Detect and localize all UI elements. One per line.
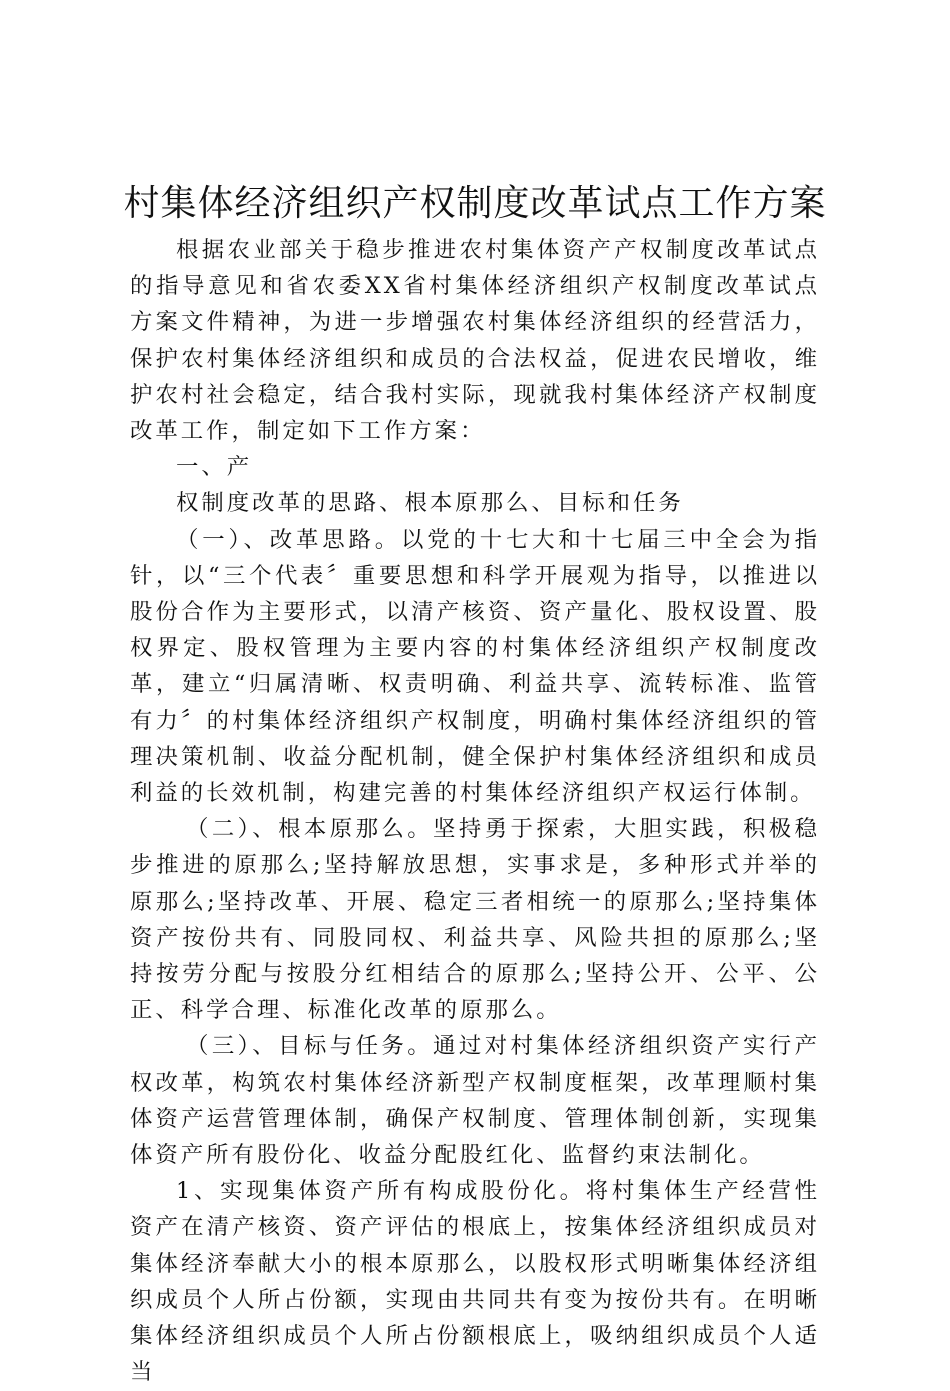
paragraph-reform-approach: （一）、改革思路。以党的十七大和十七届三中全会为指针，以“三个代表〞重要思想和科学开展观为指导，以推进以股份合作为主要形式，以清产核资、资产量化、股权设置、股权界定、股权管理为主要内容的村集体经济组织产权制度改革，建立“归属清晰、权责明确、利益共享、流转标准、监管有力〞的村集体经济组织产权制度，明确村集体经济组织的管理决策机制、收益分配机制，健全保护村集体经济组织和成员利益的长效机制，构建完善的村集体经济组织产权运行体制。 (130, 526, 820, 807)
section-heading-part2: 权制度改革的思路、根本原那么、目标和任务 (176, 490, 684, 517)
paragraph-shareholding: 1、实现集体资产所有构成股份化。将村集体生产经营性资产在清产核资、资产评估的根底上，按集体经济组织成员对集体经济奉献大小的根本原那么，以股权形式明晰集体经济组织成员个人所占份额，实现由共同共有变为按份共有。在明晰集体经济组织成员个人所占份额根底上，吸纳组织成员个人适当 (130, 1178, 820, 1386)
paragraph-basic-principles: （二）、根本原那么。坚持勇于探索，大胆实践，积极稳步推进的原那么;坚持解放思想，实事求是，多种形式并举的原那么;坚持改革、开展、稳定三者相统一的原那么;坚持集体资产按份共有、同股同权、利益共享、风险共担的原那么;坚持按劳分配与按股分红相结合的原那么;坚持公开、公平、公正、科学合理、标准化改革的原那么。 (130, 816, 820, 1024)
section-heading-part1: 一、产 (176, 454, 253, 481)
document-title: 村集体经济组织产权制度改革试点工作方案 (123, 183, 827, 224)
document-body (130, 232, 820, 1391)
paragraph-goals-tasks: （三）、目标与任务。通过对村集体经济组织资产实行产权改革，构筑农村集体经济新型产权制度框架，改革理顺村集体资产运营管理体制，确保产权制度、管理体制创新，实现集体资产所有股份化、收益分配股红化、监督约束法制化。 (130, 1033, 820, 1169)
paragraph-intro: 根据农业部关于稳步推进农村集体资产产权制度改革试点的指导意见和省农委XX省村集体经济组织产权制度改革试点方案文件精神，为进一步增强农村集体经济组织的经营活力，保护农村集体经济组织和成员的合法权益，促进农民增收，维护农村社会稳定，结合我村实际，现就我村集体经济产权制度改革工作，制定如下工作方案： (130, 237, 820, 445)
